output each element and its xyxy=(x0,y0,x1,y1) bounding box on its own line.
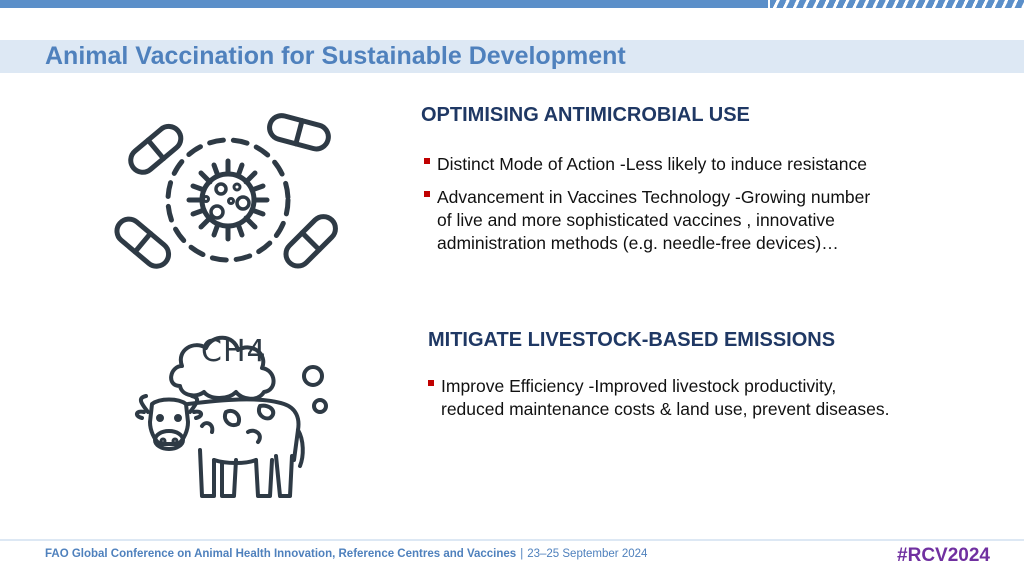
bullet-text: Advancement in Vaccines Technology -Growing number of live and more sophisticated vaccines , innovative administration methods (e.g. needle-free devices)… xyxy=(437,187,871,253)
footer-divider xyxy=(0,539,1024,541)
virus-with-pills-icon xyxy=(105,105,350,275)
emissions-bullet-list xyxy=(425,375,895,431)
footer-dates: 23–25 September 2024 xyxy=(527,548,648,560)
methane-label: CH4 xyxy=(201,334,267,369)
bullet-square-icon xyxy=(424,191,430,197)
event-hashtag: #RCV2024 xyxy=(897,545,990,566)
bullet-square-icon xyxy=(428,380,434,386)
list-item xyxy=(421,186,871,255)
section-heading-emissions: MITIGATE LIVESTOCK-BASED EMISSIONS xyxy=(428,329,836,351)
footer-conference-name: FAO Global Conference on Animal Health Innovation, Reference Centres and Vaccines xyxy=(45,548,517,560)
antimicrobial-bullet-list xyxy=(421,153,871,265)
footer-separator: | xyxy=(520,548,524,560)
list-item xyxy=(425,375,895,421)
footer-conference-info xyxy=(45,548,647,560)
bullet-text: Distinct Mode of Action -Less likely to induce resistance xyxy=(437,154,867,174)
section-heading-antimicrobial: OPTIMISING ANTIMICROBIAL USE xyxy=(421,104,750,126)
slide-title: Animal Vaccination for Sustainable Development xyxy=(45,42,626,70)
top-accent-stripes xyxy=(770,0,1024,8)
cow-methane-icon xyxy=(130,300,335,505)
bullet-square-icon xyxy=(424,158,430,164)
list-item xyxy=(421,153,871,176)
bullet-text: Improve Efficiency -Improved livestock productivity, reduced maintenance costs & land use, prevent diseases. xyxy=(441,376,890,419)
